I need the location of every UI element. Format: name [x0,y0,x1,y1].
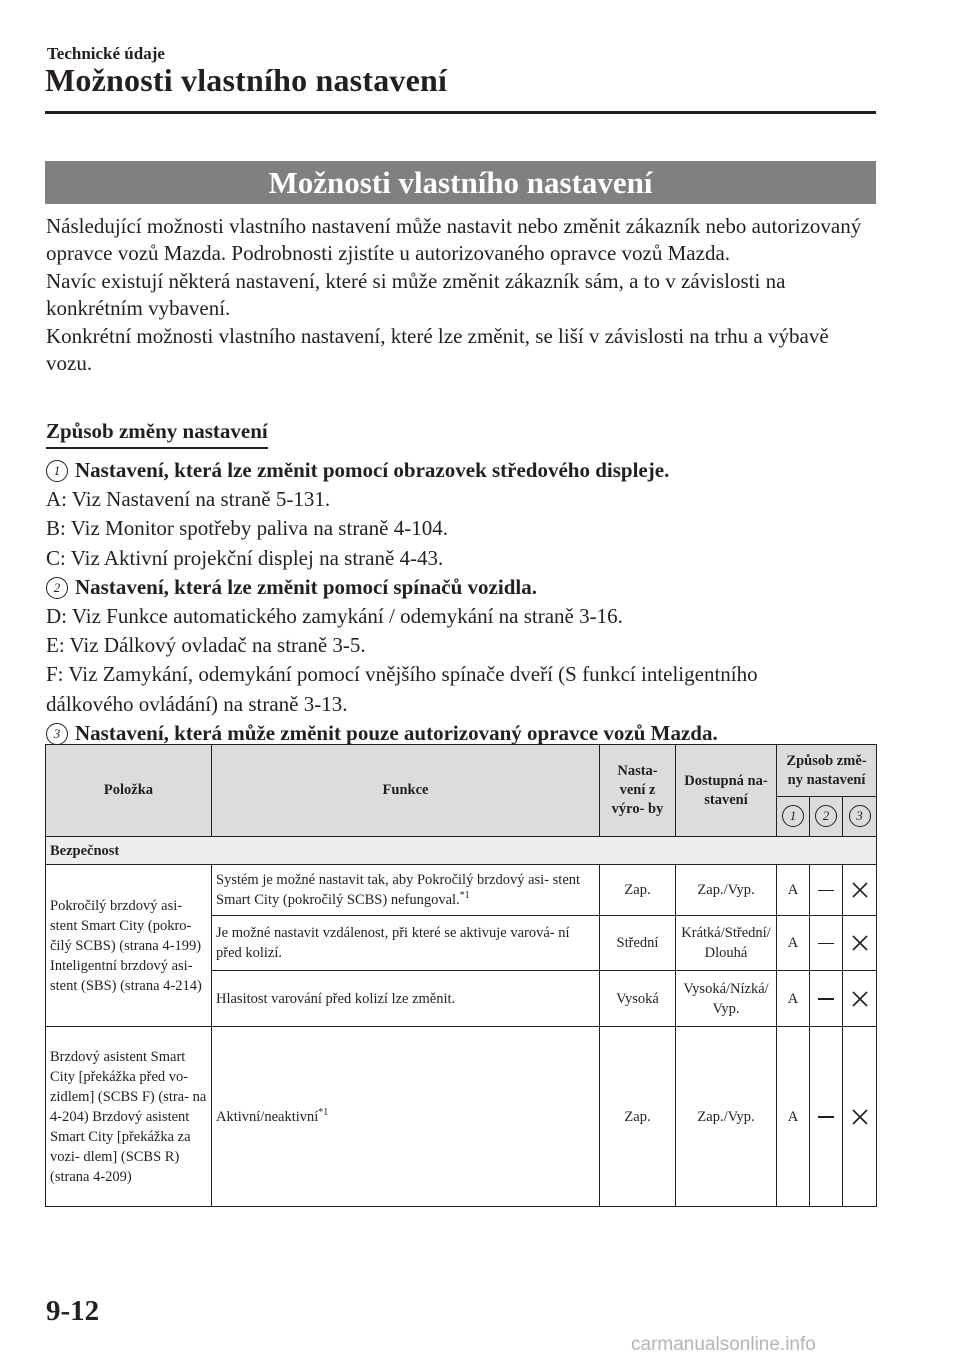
row-available-cell: Krátká/Střední/ Dlouhá [676,916,777,971]
row-method-2-cell [810,971,843,1027]
circled-3-icon: 3 [46,723,68,745]
col-header-method: Způsob změ- ny nastavení [777,745,877,797]
row-method-2-cell [810,916,843,971]
row-function-cell: Hlasitost varování před kolizí lze změnit. [212,971,600,1027]
row-available-cell: Zap./Vyp. [676,1027,777,1207]
intro-paragraph-2: Navíc existují některá nastavení, které si může změnit zákazník sám, a to v závislosti na konkrétním vybavení. [46,268,786,321]
section-banner: Možnosti vlastního nastavení [45,161,876,204]
cross-icon [850,1107,870,1127]
intro-paragraph-1: Následující možnosti vlastního nastavení může nastavit nebo změnit zákazník nebo autorizovaný opravce vozů Mazda. Podrobnosti zjistíte u autorizovaného opravce vozů Mazda. [46,214,862,266]
method-2-item-d: D: Viz Funkce automatického zamykání / odemykání na straně 3-16. [46,604,623,629]
method-2-item-f: F: Viz Zamykání, odemykání pomocí vnějšího spínače dveří (S funkcí inteligentního [46,662,758,687]
page-number: 9-12 [46,1295,100,1327]
dash-icon [818,943,834,945]
row-method-1-cell: A [777,1027,810,1207]
table-row [46,865,877,916]
circled-2-icon: 2 [46,577,68,599]
section-label: Technické údaje [47,44,165,63]
row-factory-cell: Zap. [600,865,676,916]
row-available-cell: Vysoká/Nízká/ Vyp. [676,971,777,1027]
footnote-ref: *1 [459,890,470,902]
chapter-title: Možnosti vlastního nastavení [45,62,448,98]
settings-table [45,744,877,1207]
row-function-cell: Je možné nastavit vzdálenost, při které se aktivuje varová- ní před kolizí. [212,916,600,971]
category-row: Bezpečnost [46,837,877,865]
intro-text [46,213,876,377]
col-header-available: Dostupná na- stavení [676,745,777,837]
col-header-method-3 [843,797,877,837]
row-method-3-cell [843,916,877,971]
dash-icon [818,998,834,1000]
row-method-2-cell [810,865,843,916]
footnote-ref: *1 [318,1106,329,1118]
row-item-cell: Brzdový asistent Smart City [překážka před vo- zidlem] (SCBS F) (stra- na 4-204) Brzdový asistent Smart City [překážka za vozi- dlem] (SCBS R) (strana 4-209) [46,1027,212,1207]
method-1-item-b: B: Viz Monitor spotřeby paliva na straně 4-104. [46,516,448,541]
col-header-method-1 [777,797,810,837]
watermark: carmanualsonline.info [631,1334,816,1355]
circled-2-icon: 2 [815,805,837,827]
method-2-item-e: E: Viz Dálkový ovladač na straně 3-5. [46,633,366,658]
row-function-cell: Systém je možné nastavit tak, aby Pokročilý brzdový asi- stent Smart City (pokročilý SCBS) nefungoval.$^{*1}$ [212,865,600,916]
row-method-2-cell [810,1027,843,1207]
method-3-title: Nastavení, která může změnit pouze autorizovaný opravce vozů Mazda. [75,720,718,745]
row-item-cell: Pokročilý brzdový asi- stent Smart City (pokro- čilý SCBS) (strana 4-199) Inteligentní brzdový asi- stent (SBS) (strana 4-214) [46,865,212,1027]
row-factory-cell: Zap. [600,1027,676,1207]
method-1-item-c: C: Viz Aktivní projekční displej na straně 4-43. [46,545,444,570]
col-header-function: Funkce [212,745,600,837]
method-list [46,456,876,748]
method-2-heading [46,573,876,602]
table-row [46,1027,877,1207]
col-header-factory: Nasta- vení z výro- by [600,745,676,837]
row-factory-cell: Střední [600,916,676,971]
col-header-method-2 [810,797,843,837]
row-available-cell: Zap./Vyp. [676,865,777,916]
method-1-heading [46,456,876,485]
header-rule [45,111,876,114]
circled-1-icon: 1 [46,460,68,482]
row-factory-cell: Vysoká [600,971,676,1027]
circled-3-icon: 3 [849,805,871,827]
row-method-1-cell: A [777,971,810,1027]
method-2-item-f-cont: dálkového ovládání) na straně 3-13. [46,691,348,716]
cross-icon [850,989,870,1009]
row-method-3-cell [843,865,877,916]
row-method-3-cell [843,971,877,1027]
method-2-title: Nastavení, která lze změnit pomocí spínačů vozidla. [75,574,537,599]
dash-icon [818,1116,834,1118]
row-method-3-cell [843,1027,877,1207]
dash-icon [818,890,834,892]
row-function-cell: Aktivní/neaktivní$^{*1}$ [212,1027,600,1207]
method-1-item-a: A: Viz Nastavení na straně 5-131. [46,487,331,512]
row-method-1-cell: A [777,865,810,916]
row-method-1-cell: A [777,916,810,971]
method-subheading: Způsob změny nastavení [46,419,268,449]
cross-icon [850,880,870,900]
method-1-title: Nastavení, která lze změnit pomocí obrazovek středového displeje. [75,458,670,482]
circled-1-icon: 1 [782,805,804,827]
col-header-item: Položka [46,745,212,837]
cross-icon [850,933,870,953]
intro-paragraph-3: Konkrétní možnosti vlastního nastavení, které lze změnit, se liší v závislosti na trhu a výbavě vozu. [46,323,829,376]
